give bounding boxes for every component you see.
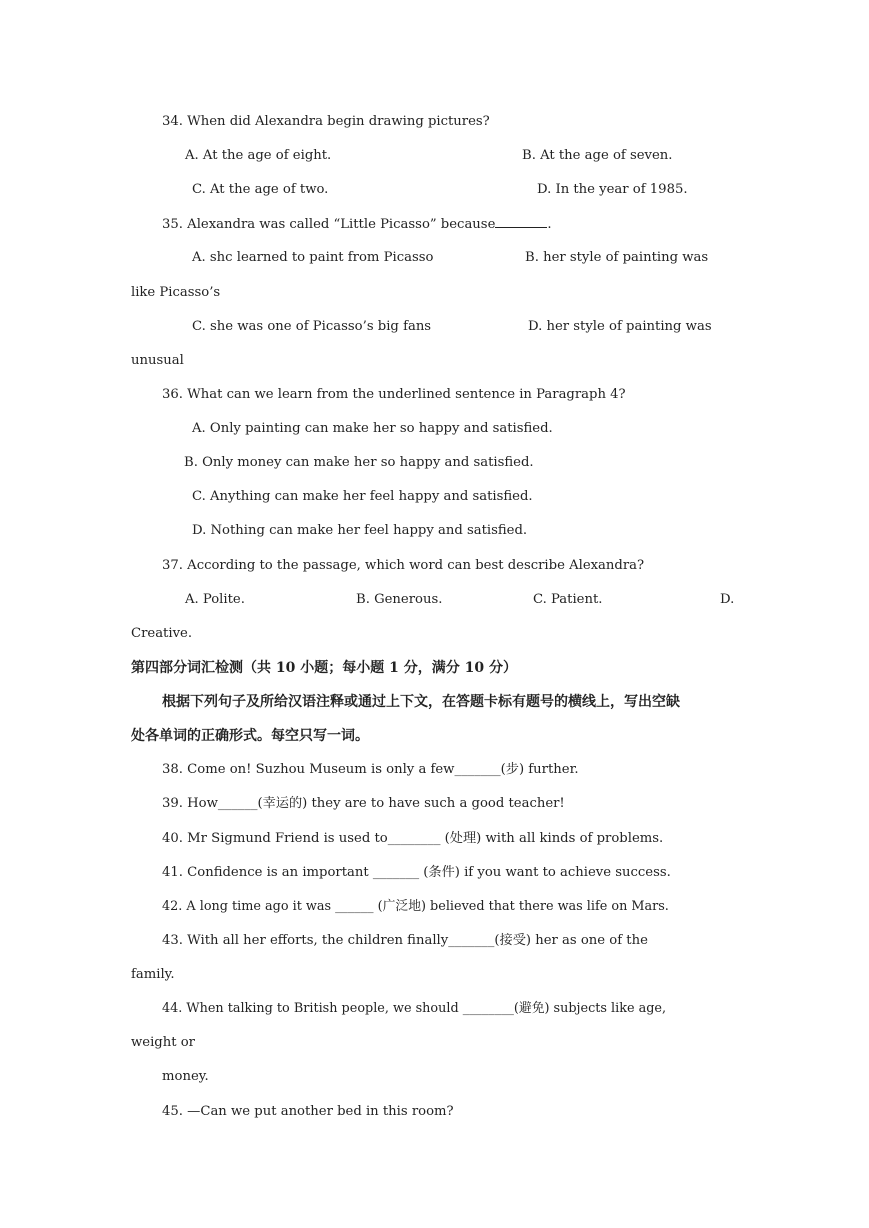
q35-option-d-cont: unusual — [131, 353, 184, 368]
q37-stem: 37. According to the passage, which word can best describe Alexandra? — [162, 558, 645, 573]
q34-option-d: D. In the year of 1985. — [537, 182, 688, 197]
q34-option-a: A. At the age of eight. — [185, 148, 332, 163]
q41: 41. Confidence is an important _______ (条件) if you want to achieve success. — [162, 865, 671, 880]
q38: 38. Come on! Suzhou Museum is only a few_______(步) further. — [162, 762, 579, 777]
q35-option-c: C. she was one of Picasso’s big fans — [192, 319, 432, 334]
q40: 40. Mr Sigmund Friend is used to________ (处理) with all kinds of problems. — [162, 831, 664, 846]
q44-cont: weight or — [131, 1035, 195, 1050]
q35-stem-end: . — [547, 217, 552, 232]
q45: 45. —Can we put another bed in this room? — [162, 1104, 454, 1119]
q35-stem — [162, 215, 552, 234]
q34-option-b: B. At the age of seven. — [522, 148, 673, 163]
q35-option-a: A. shc learned to paint from Picasso — [192, 250, 434, 265]
q35-option-d: D. her style of painting was — [528, 319, 712, 334]
q34-stem: 34. When did Alexandra begin drawing pictures? — [162, 114, 490, 129]
q43: 43. With all her efforts, the children finally_______(接受) her as one of the — [162, 933, 648, 948]
q42: 42. A long time ago it was ______ (广泛地) believed that there was life on Mars. — [162, 899, 669, 914]
q37-option-d: D. — [720, 592, 735, 607]
section-instructions-cont: 处各单词的正确形式。每空只写一词。 — [131, 728, 369, 744]
q37-option-d-cont: Creative. — [131, 626, 193, 641]
q35-option-b-cont: like Picasso’s — [131, 285, 221, 300]
q44: 44. When talking to British people, we should ________(避免) subjects like age, — [162, 1001, 667, 1016]
q36-option-d: D. Nothing can make her feel happy and satisfied. — [192, 523, 528, 538]
q36-option-b: B. Only money can make her so happy and satisfied. — [184, 455, 534, 470]
q37-option-a: A. Polite. — [185, 592, 245, 607]
q39: 39. How______(幸运的) they are to have such a good teacher! — [162, 796, 565, 811]
q36-stem: 36. What can we learn from the underlined sentence in Paragraph 4? — [162, 387, 626, 402]
q35-stem-text: 35. Alexandra was called “Little Picasso” because — [162, 217, 496, 232]
section-instructions: 根据下列句子及所给汉语注释或通过上下文，在答题卡标有题号的横线上，写出空缺 — [162, 694, 680, 710]
q43-cont: family. — [131, 967, 175, 982]
q35-option-b: B. her style of painting was — [525, 250, 709, 265]
q44-cont-2: money. — [162, 1069, 209, 1084]
q36-option-a: A. Only painting can make her so happy and satisfied. — [192, 421, 553, 436]
q37-option-c: C. Patient. — [533, 592, 603, 607]
q34-option-c: C. At the age of two. — [192, 182, 329, 197]
q36-option-c: C. Anything can make her feel happy and satisfied. — [192, 489, 533, 504]
q37-option-b: B. Generous. — [356, 592, 443, 607]
answer-blank — [495, 215, 547, 228]
section-title: 第四部分词汇检测（共 10 小题；每小题 1 分，满分 10 分） — [131, 660, 517, 676]
